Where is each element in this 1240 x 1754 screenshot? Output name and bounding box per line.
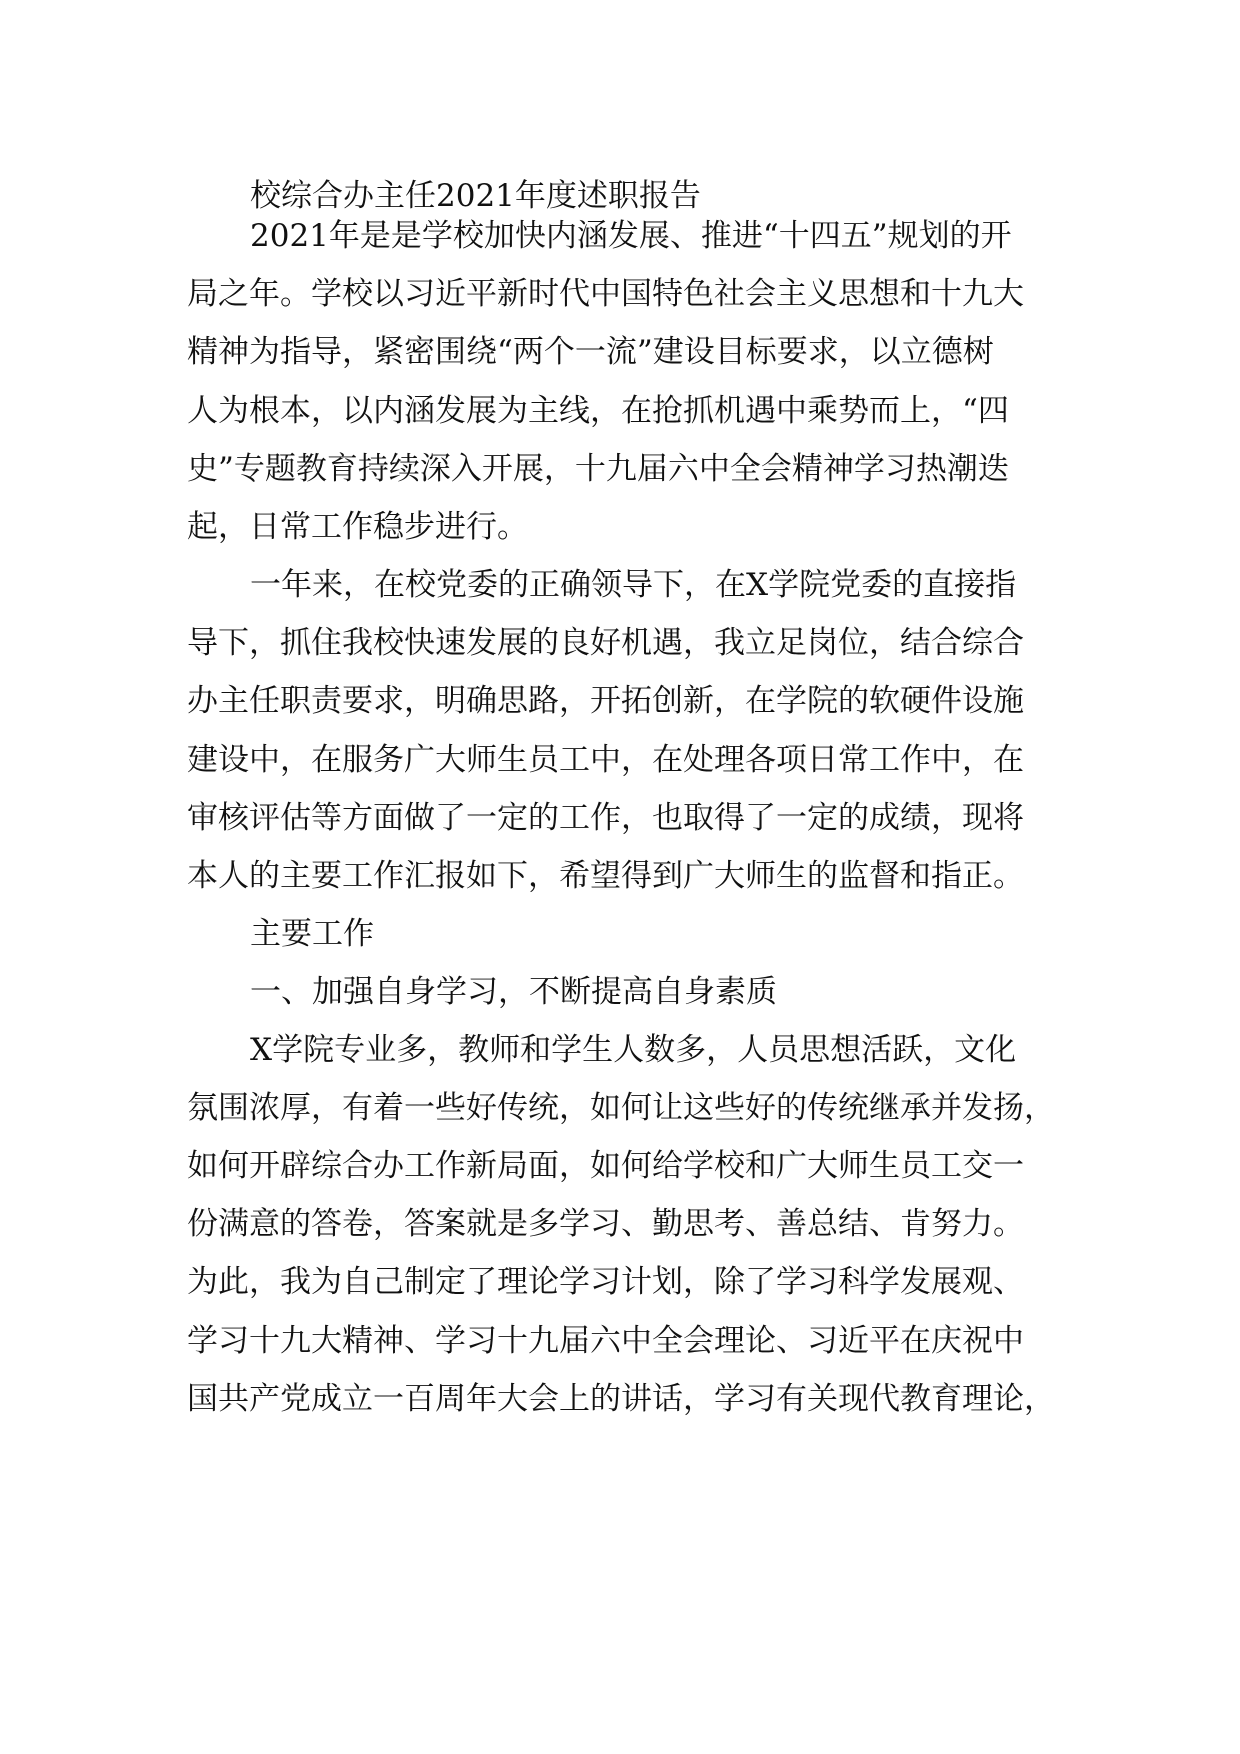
section-heading: 主要工作 (250, 916, 374, 952)
paragraph-line: 导下，抓住我校快速发展的良好机遇，我立足岗位，结合综合 (187, 625, 1024, 661)
paragraph-line: 份满意的答卷，答案就是多学习、勤思考、善总结、肯努力。 (187, 1206, 1024, 1242)
paragraph-line: 一年来，在校党委的正确领导下，在X学院党委的直接指 (250, 567, 1017, 603)
paragraph-line: 人为根本，以内涵发展为主线，在抢抓机遇中乘势而上，“四 (187, 393, 1009, 429)
paragraph-line: X学院专业多，教师和学生人数多，人员思想活跃，文化 (250, 1032, 1017, 1068)
paragraph-line: 2021年是是学校加快内涵发展、推进“十四五”规划的开 (250, 218, 1012, 254)
paragraph-line: 起，日常工作稳步进行。 (187, 509, 528, 545)
paragraph-line: 如何开辟综合办工作新局面，如何给学校和广大师生员工交一 (187, 1148, 1024, 1184)
paragraph-line: 办主任职责要求，明确思路，开拓创新，在学院的软硬件设施 (187, 683, 1024, 719)
paragraph-line: 史”专题教育持续深入开展，十九届六中全会精神学习热潮迭 (187, 451, 1009, 487)
paragraph-line: 审核评估等方面做了一定的工作，也取得了一定的成绩，现将 (187, 800, 1024, 836)
subsection-heading: 一、加强自身学习，不断提高自身素质 (250, 974, 777, 1010)
paragraph-line: 国共产党成立一百周年大会上的讲话，学习有关现代教育理论， (187, 1381, 1055, 1417)
paragraph-line: 为此，我为自己制定了理论学习计划，除了学习科学发展观、 (187, 1264, 1024, 1300)
paragraph-line: 局之年。学校以习近平新时代中国特色社会主义思想和十九大 (187, 276, 1024, 312)
paragraph-line: 学习十九大精神、学习十九届六中全会理论、习近平在庆祝中 (187, 1323, 1024, 1359)
paragraph-line: 建设中，在服务广大师生员工中，在处理各项日常工作中，在 (187, 742, 1024, 778)
paragraph-line: 精神为指导，紧密围绕“两个一流”建设目标要求，以立德树 (187, 334, 994, 370)
document-title: 校综合办主任2021年度述职报告 (250, 178, 701, 214)
paragraph-line: 氛围浓厚，有着一些好传统，如何让这些好的传统继承并发扬， (187, 1090, 1055, 1126)
paragraph-line: 本人的主要工作汇报如下，希望得到广大师生的监督和指正。 (187, 858, 1024, 894)
